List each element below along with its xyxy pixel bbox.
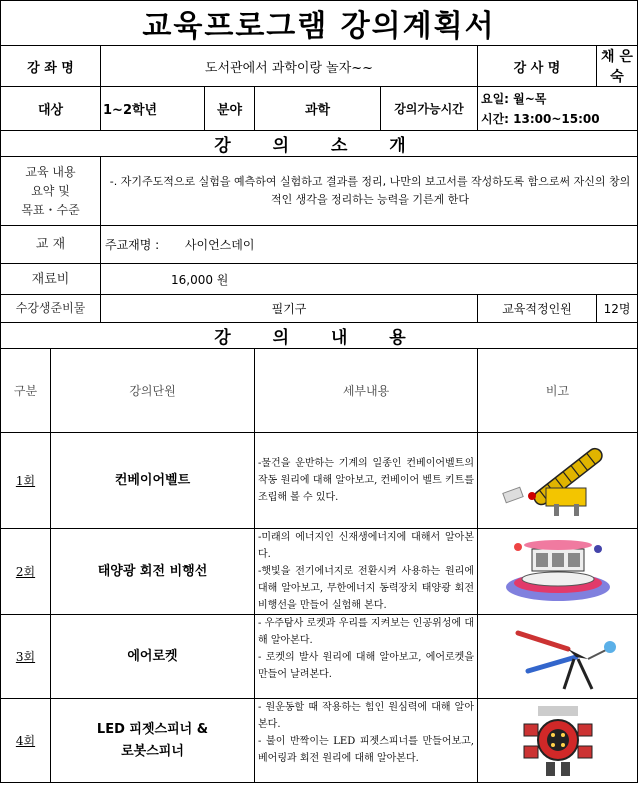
instructor-name: 채 은 숙: [597, 46, 638, 87]
round-number: 4회: [15, 734, 36, 748]
material-label: 교 재: [1, 226, 101, 264]
material-value: [101, 226, 638, 264]
header-unit: 강의단원: [51, 349, 255, 433]
header-note: 비고: [478, 349, 638, 433]
material-prefix: 주교재명 :: [105, 238, 160, 252]
unit-cell: [51, 433, 255, 529]
detail-cell: -물건을 운반하는 기계의 일종인 컨베이어벨트의 작동 원리에 대해 알아보고, 컨베이어 벨트 키트를 조립해 볼 수 있다.: [255, 433, 478, 529]
fee-label: 재료비: [1, 264, 101, 295]
led-robot-spinner-image: [478, 699, 638, 783]
unit-title: 에어로켓: [127, 648, 178, 664]
detail-line: - 로켓의 발사 원리에 대해 알아보고, 에어로켓을 만들어 날려본다.: [258, 652, 474, 680]
detail-line: -미래의 에너지인 신재생에너지에 대해서 알아본다.: [258, 532, 474, 560]
round-cell: [1, 433, 51, 529]
header-detail: 세부내용: [255, 349, 478, 433]
instructor-label: 강 사 명: [478, 46, 597, 87]
summary-label-line-1: 교육 내용: [25, 164, 76, 179]
detail-line: - 불이 반짝이는 LED 피젯스피너를 만들어보고, 베어링과 회전 원리에 대해 알아본다.: [258, 736, 474, 764]
available-time-value: [478, 87, 638, 131]
available-time-label: 강의가능시간: [381, 87, 478, 131]
field-label: 분야: [205, 87, 255, 131]
document-title: 교육프로그램 강의계획서: [1, 1, 638, 46]
target-label: 대상: [1, 87, 101, 131]
solar-airship-illustration: [498, 535, 618, 609]
table-row: [1, 615, 638, 699]
detail-line: - 원운동할 때 작용하는 힘인 원심력에 대해 알아본다.: [258, 702, 474, 730]
target-value: 1~2학년: [101, 87, 205, 131]
material-name: 사이언스데이: [184, 238, 255, 252]
unit-subtitle: 로봇스피너: [121, 743, 184, 759]
table-row: [1, 433, 638, 529]
round-number: 1회: [15, 474, 36, 488]
air-rocket-image: [478, 615, 638, 699]
round-number: 2회: [15, 565, 36, 579]
intro-section-title: 강 의 소 개: [1, 131, 638, 157]
detail-cell: [255, 529, 478, 615]
air-rocket-illustration: [498, 619, 618, 695]
unit-cell: [51, 529, 255, 615]
header-round: 구분: [1, 349, 51, 433]
conveyor-belt-kit-image: [478, 433, 638, 529]
capacity-label: 교육적정인원: [478, 295, 597, 323]
unit-title: 컨베이어벨트: [114, 472, 191, 488]
day-line: 요일: 월~목: [481, 91, 547, 106]
course-name: 도서관에서 과학이랑 놀자~~: [101, 46, 478, 87]
time-line: 시간: 13:00~15:00: [481, 111, 600, 126]
content-section-title: 강 의 내 용: [1, 323, 638, 349]
supplies-label: 수강생준비물: [1, 295, 101, 323]
unit-cell: [51, 615, 255, 699]
summary-text: -. 자기주도적으로 실험을 예측하여 실험하고 결과를 정리, 나만의 보고서를 작성하도록 함으로써 자신의 창의적인 생각을 정리하는 능력을 기른게 한다: [101, 157, 638, 226]
detail-line: - 우주탐사 로켓과 우리를 지켜보는 인공위성에 대해 알아본다.: [258, 618, 474, 646]
round-cell: [1, 615, 51, 699]
round-cell: [1, 699, 51, 783]
solar-rotating-airship-image: [478, 529, 638, 615]
supplies-value: 필기구: [101, 295, 478, 323]
course-label: 강 좌 명: [1, 46, 101, 87]
conveyor-belt-illustration: [498, 438, 618, 524]
unit-cell: [51, 699, 255, 783]
summary-label: [1, 157, 101, 226]
robot-spinner-illustration: [508, 702, 608, 780]
detail-cell: [255, 699, 478, 783]
unit-title: LED 피젯스피너 &: [96, 721, 209, 737]
detail-line: -햇빛을 전기에너지로 전환시켜 사용하는 원리에 대해 알아보고, 무한에너지 동력장치 태양광 회전 비행선을 만들어 실험해 본다.: [258, 566, 474, 611]
fee-value: 16,000 원: [101, 264, 638, 295]
summary-label-line-3: 목표・수준: [21, 202, 80, 217]
unit-title: 태양광 회전 비행선: [97, 563, 208, 579]
field-value: 과학: [255, 87, 381, 131]
summary-label-line-2: 요약 및: [31, 183, 70, 198]
capacity-value: 12명: [597, 295, 638, 323]
round-cell: [1, 529, 51, 615]
table-row: [1, 699, 638, 783]
table-row: [1, 529, 638, 615]
round-number: 3회: [15, 650, 36, 664]
detail-cell: [255, 615, 478, 699]
